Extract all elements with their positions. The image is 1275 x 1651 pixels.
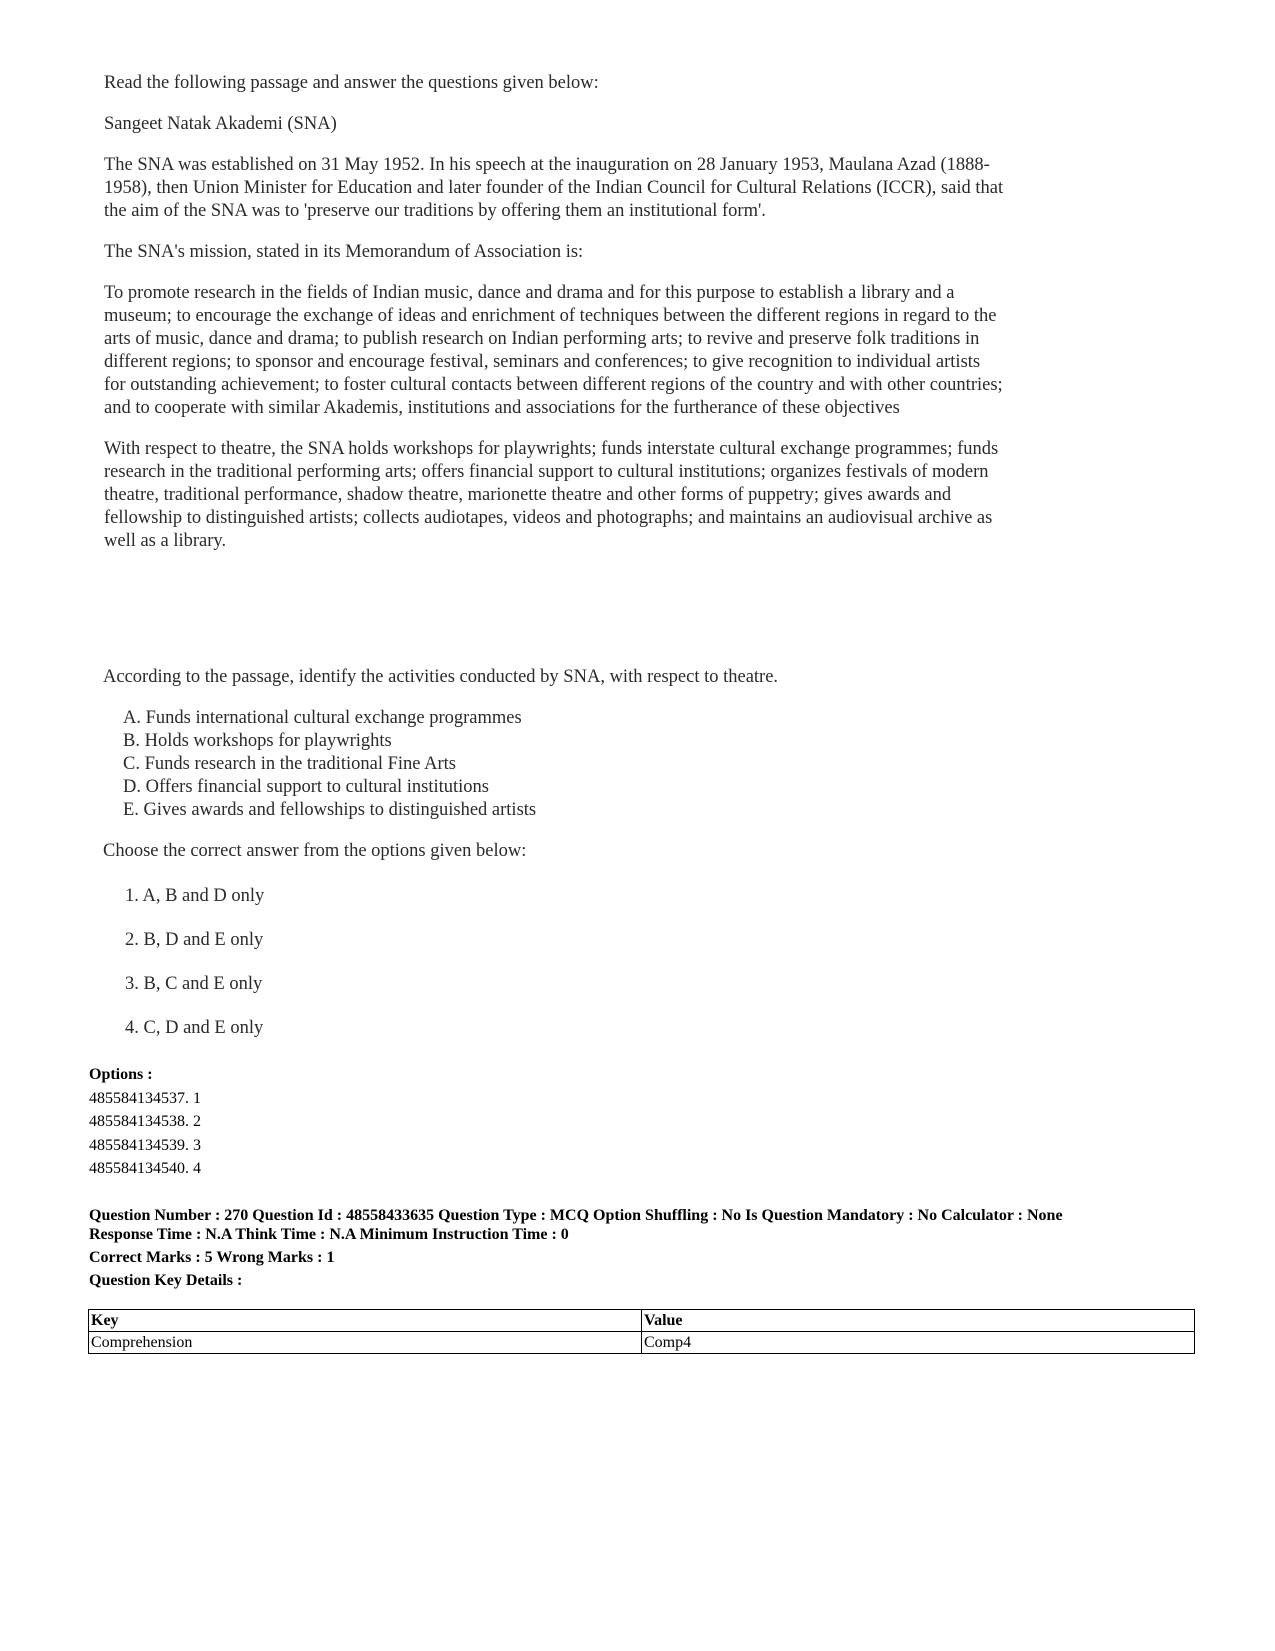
response-time-text: Response Time : N.A Think Time : N.A Minimum Instruction Time : 0 (89, 1226, 569, 1243)
passage-paragraph-3: To promote research in the fields of Indian music, dance and drama and for this purpose to establish a library and a museum; to encourage the exchange of ideas and enrichment of techniques between the different regions in regard to the arts of music, dance and drama; to publish research on Indian performing arts; to revive and preserve folk traditions in different regions; to sponsor and encourage festival, seminars and conferences; to give recognition to individual artists for outstanding achievement; to foster cultural contacts between different regions of the country and with other countries; and to cooperate with similar Akademis, institutions and associations for the furtherance of these objectives (104, 283, 1003, 418)
key-cell: Comprehension (89, 1332, 642, 1354)
answer-choice: 3. B, C and E only (125, 974, 263, 994)
passage-paragraph-2: The SNA's mission, stated in its Memorandum of Association is: (104, 242, 584, 262)
key-header: Key (89, 1310, 642, 1332)
statement-item: B. Holds workshops for playwrights (123, 731, 392, 751)
statement-list (123, 707, 1003, 822)
passage-title: Sangeet Natak Akademi (SNA) (104, 114, 337, 134)
question-info-line (89, 1206, 1199, 1244)
table-header-row (89, 1310, 1195, 1332)
choose-instruction: Choose the correct answer from the options given below: (103, 841, 527, 861)
answer-choice: 1. A, B and D only (125, 886, 265, 906)
options-section (89, 1063, 201, 1181)
passage-intro: Read the following passage and answer the questions given below: (104, 73, 599, 93)
passage (104, 72, 1004, 571)
option-item: 485584134539. 3 (89, 1136, 201, 1154)
table-row (89, 1332, 1195, 1354)
passage-paragraph-4: With respect to theatre, the SNA holds workshops for playwrights; funds interstate cultural exchange programmes; funds research in the traditional performing arts; offers financial support to cultural institutions; organizes festivals of modern theatre, traditional performance, shadow theatre, marionette theatre and other forms of puppetry; gives awards and fellowship to distinguished artists; collects audiotapes, videos and photographs; and maintains an audiovisual archive as well as a library. (104, 439, 999, 551)
answer-choice: 4. C, D and E only (125, 1018, 264, 1038)
question-metadata (89, 1206, 1199, 1294)
key-details-table (88, 1309, 1195, 1354)
question-block (103, 666, 1003, 1061)
value-cell: Comp4 (642, 1332, 1195, 1354)
value-header: Value (642, 1310, 1195, 1332)
answer-choice: 2. B, D and E only (125, 930, 264, 950)
marks-line: Correct Marks : 5 Wrong Marks : 1 (89, 1249, 335, 1266)
option-item: 485584134540. 4 (89, 1160, 201, 1177)
statement-item: E. Gives awards and fellowships to distinguished artists (123, 800, 537, 820)
options-label: Options : (89, 1066, 153, 1083)
statement-item: A. Funds international cultural exchange programmes (123, 708, 522, 728)
passage-paragraph-1: The SNA was established on 31 May 1952. In his speech at the inauguration on 28 January 1953, Maulana Azad (1888-1958), then Union Minister for Education and later founder of the Indian Council for Cultural Relations (ICCR), said that the aim of the SNA was to 'preserve our traditions by offering them an institutional form'. (104, 155, 1004, 221)
question-info-text: Question Number : 270 Question Id : 48558433635 Question Type : MCQ Option Shuffling : No Is Question Mandatory : No Calculator : None (89, 1207, 1063, 1224)
question-text: According to the passage, identify the activities conducted by SNA, with respect to theatre. (103, 667, 779, 687)
option-item: 485584134538. 2 (89, 1113, 201, 1130)
statement-item: D. Offers financial support to cultural institutions (123, 777, 489, 797)
key-details-heading: Question Key Details : (89, 1272, 243, 1289)
statement-item: C. Funds research in the traditional Fine Arts (123, 754, 456, 774)
answer-choice-list (125, 885, 1003, 1040)
option-item: 485584134537. 1 (89, 1089, 201, 1107)
